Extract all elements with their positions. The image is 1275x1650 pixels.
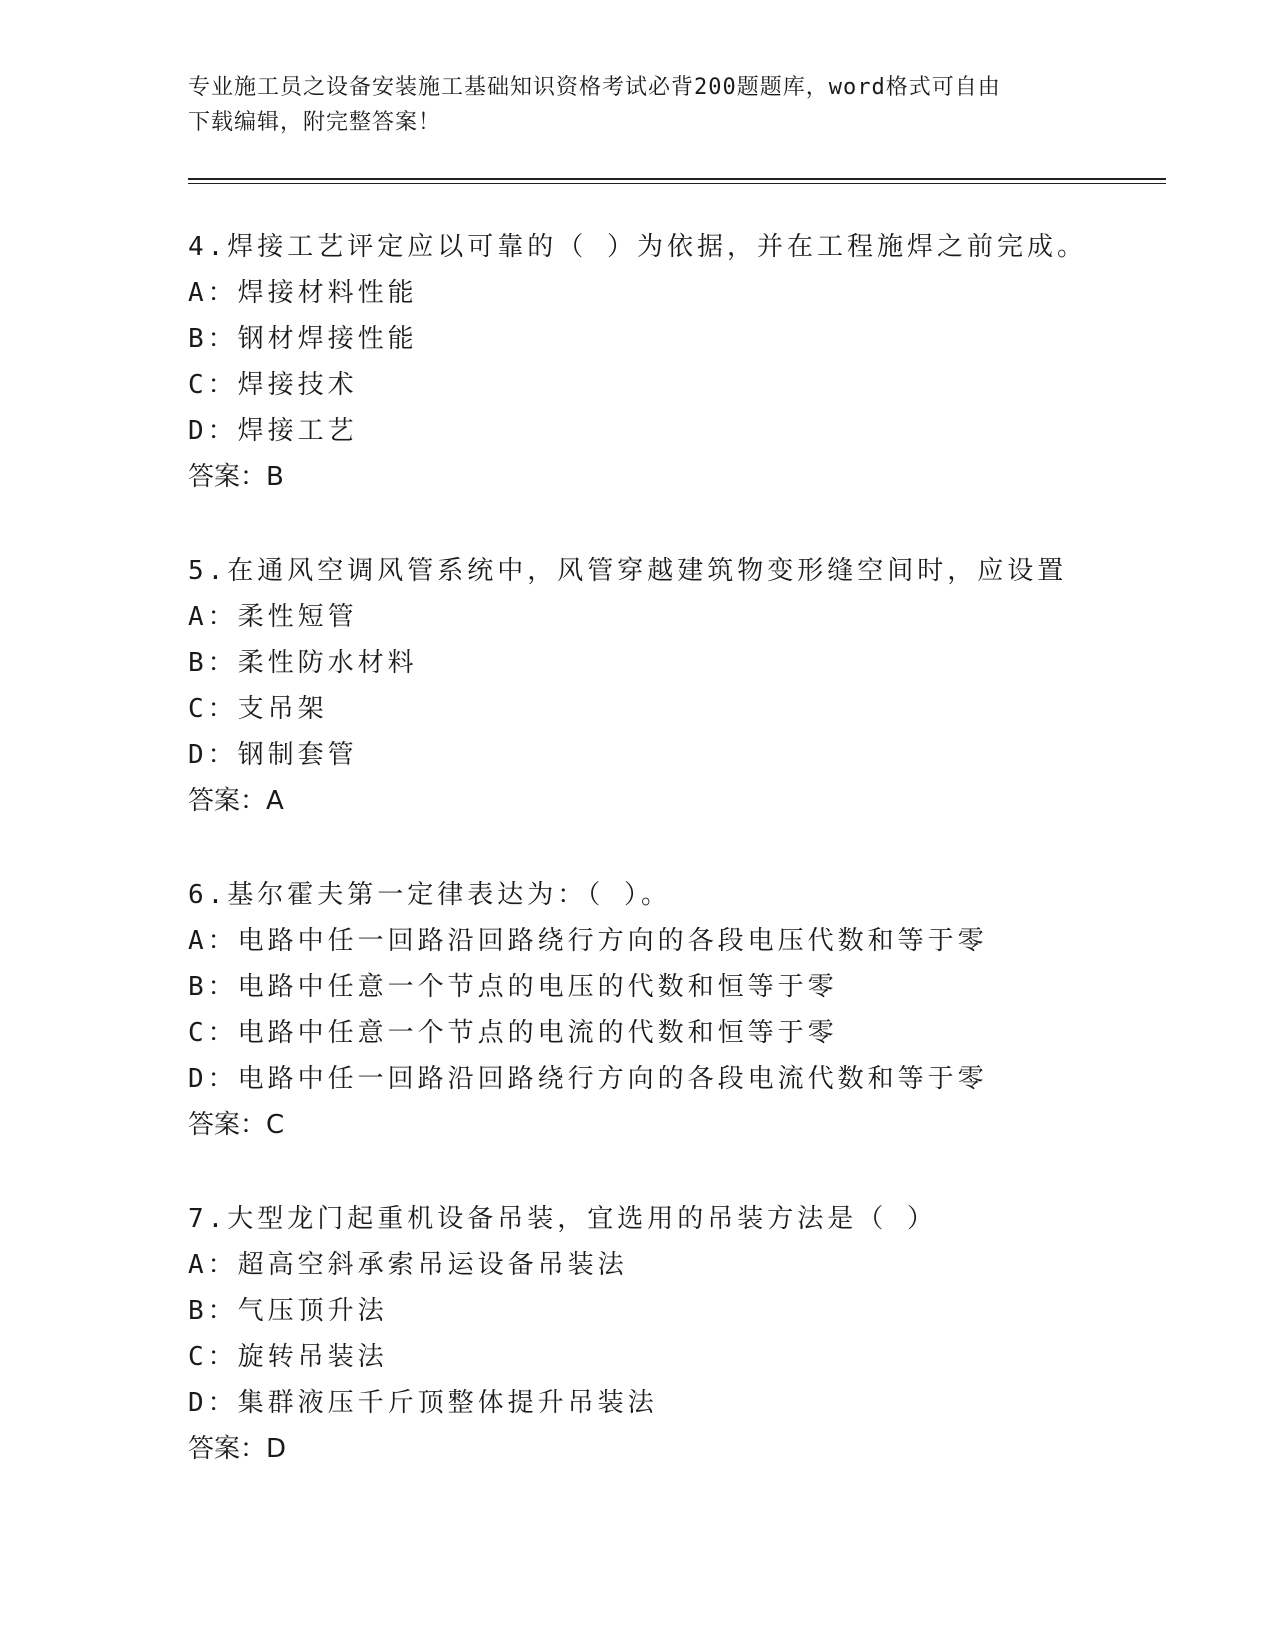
option-b: B：电路中任意一个节点的电压的代数和恒等于零 bbox=[188, 972, 838, 1002]
header-divider bbox=[188, 178, 1166, 184]
question-4 bbox=[188, 224, 1168, 500]
option-a: A：焊接材料性能 bbox=[188, 278, 418, 308]
option-a: A：超高空斜承索吊运设备吊装法 bbox=[188, 1250, 628, 1280]
option-c: C：焊接技术 bbox=[188, 370, 358, 400]
answer-line: 答案：A bbox=[188, 786, 284, 816]
option-d: D：焊接工艺 bbox=[188, 416, 358, 446]
option-c: C：电路中任意一个节点的电流的代数和恒等于零 bbox=[188, 1018, 838, 1048]
header-title-line-2: 下载编辑，附完整答案！ bbox=[188, 110, 442, 135]
question-7 bbox=[188, 1196, 1168, 1472]
option-b: B：柔性防水材料 bbox=[188, 648, 418, 678]
option-b: B：气压顶升法 bbox=[188, 1296, 388, 1326]
question-stem: 7.大型龙门起重机设备吊装，宜选用的吊装方法是（ ） bbox=[188, 1204, 937, 1234]
document-header bbox=[188, 70, 1068, 140]
answer-line: 答案：B bbox=[188, 462, 284, 492]
option-a: A：柔性短管 bbox=[188, 602, 358, 632]
question-list bbox=[188, 224, 1168, 1472]
option-c: C：支吊架 bbox=[188, 694, 328, 724]
document-page bbox=[188, 70, 1168, 1520]
question-6 bbox=[188, 872, 1168, 1148]
option-b: B：钢材焊接性能 bbox=[188, 324, 418, 354]
question-5 bbox=[188, 548, 1168, 824]
question-stem: 5.在通风空调风管系统中，风管穿越建筑物变形缝空间时，应设置 bbox=[188, 556, 1068, 586]
option-a: A：电路中任一回路沿回路绕行方向的各段电压代数和等于零 bbox=[188, 926, 988, 956]
option-c: C：旋转吊装法 bbox=[188, 1342, 388, 1372]
question-stem: 4.焊接工艺评定应以可靠的（ ）为依据，并在工程施焊之前完成。 bbox=[188, 232, 1087, 262]
option-d: D：集群液压千斤顶整体提升吊装法 bbox=[188, 1388, 658, 1418]
answer-line: 答案：C bbox=[188, 1110, 285, 1140]
header-title-line-1: 专业施工员之设备安装施工基础知识资格考试必背200题题库，word格式可自由 bbox=[188, 75, 1001, 100]
answer-line: 答案：D bbox=[188, 1434, 287, 1464]
option-d: D：钢制套管 bbox=[188, 740, 358, 770]
question-stem: 6.基尔霍夫第一定律表达为：（ ）。 bbox=[188, 880, 671, 910]
option-d: D：电路中任一回路沿回路绕行方向的各段电流代数和等于零 bbox=[188, 1064, 988, 1094]
